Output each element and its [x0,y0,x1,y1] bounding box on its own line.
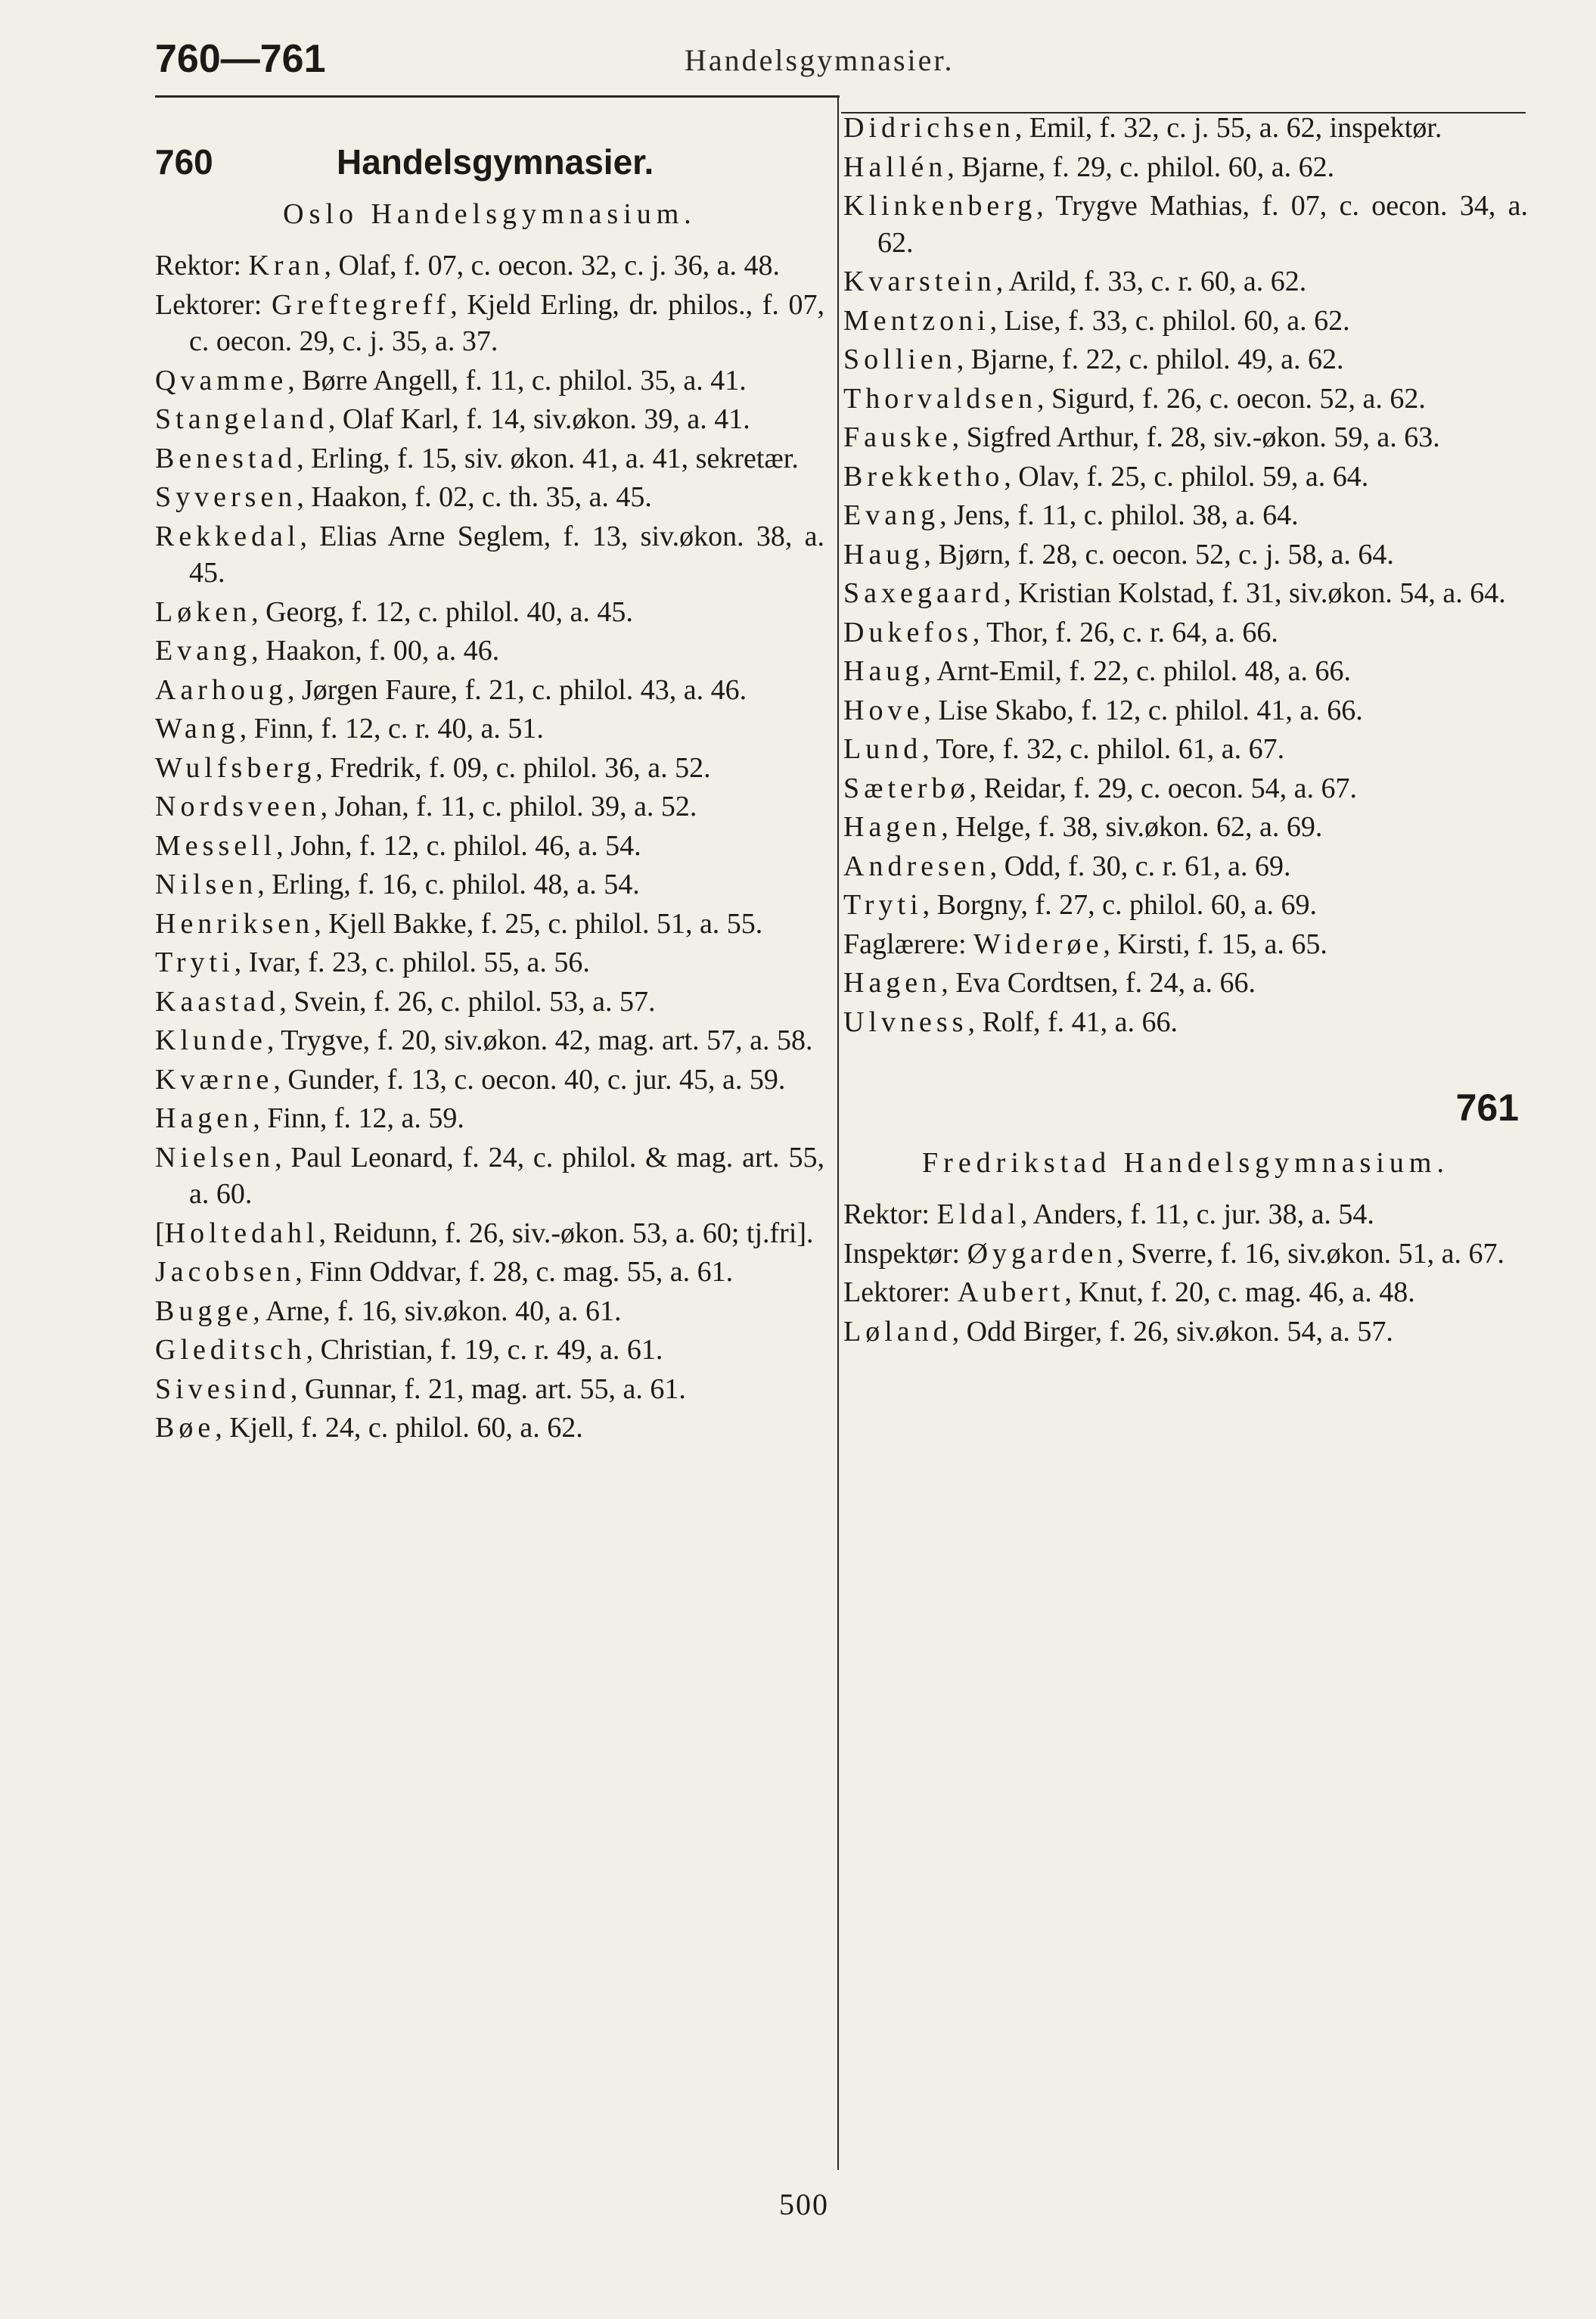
entry-surname: Hallén [843,151,948,183]
entry-details: , Knut, f. 20, c. mag. 46, a. 48. [1064,1276,1415,1308]
entry-surname: Bugge [155,1295,253,1327]
entry-details: , Bjarne, f. 29, c. philol. 60, a. 62. [947,151,1335,183]
staff-entry [155,750,824,787]
entry-details: , Haakon, f. 02, c. th. 35, a. 45. [297,481,652,513]
school-name: Oslo Handelsgymnasium. [283,198,697,230]
entry-details: , Arne, f. 16, siv.økon. 40, a. 61. [253,1295,622,1327]
entry-surname: Nielsen [155,1141,275,1173]
left-column [155,132,824,1449]
staff-entry [843,1236,1528,1273]
entry-surname: Fauske [843,421,952,453]
staff-entry [843,497,1528,534]
entry-details: , Lise Skabo, f. 12, c. philol. 41, a. 66. [924,694,1363,726]
entry-surname: Kaastad [155,985,280,1018]
entry-details: , Christian, f. 19, c. r. 49, a. 61. [306,1334,663,1366]
staff-entry [843,887,1528,924]
entry-surname: Dukefos [843,616,973,648]
entry-surname: Evang [843,499,940,531]
entry-details: , Kirsti, f. 15, a. 65. [1103,928,1327,960]
entry-surname: Widerøe [973,928,1104,960]
entry-details: , Paul Leonard, f. 24, c. philol. & mag. art. 55, a. 60. [189,1141,824,1210]
entry-surname: Haug [843,538,924,570]
entry-details: , Bjørn, f. 28, c. oecon. 52, c. j. 58, a. 64. [924,538,1394,570]
entry-details: , Trygve Mathias, f. 07, c. oecon. 34, a. 62. [877,190,1528,259]
staff-entry [843,809,1528,846]
staff-entry [155,1215,824,1252]
staff-entry [843,1004,1528,1041]
entry-details: , Sigfred Arthur, f. 28, siv.-økon. 59, a. 63. [952,421,1440,453]
staff-entry [155,788,824,825]
header-rule-left [155,95,840,98]
entry-surname: Jacobsen [155,1256,296,1288]
entry-surname: Brekketho [843,460,1004,493]
entry-surname: Klunde [155,1024,267,1056]
entry-surname: Tryti [843,889,923,921]
entry-details: , Helge, f. 38, siv.økon. 62, a. 69. [941,811,1323,843]
entry-details: , Eva Cordtsen, f. 24, a. 66. [941,967,1256,999]
entry-surname: Henriksen [155,907,315,940]
entry-surname: Øygarden [967,1237,1117,1270]
staff-entry [155,1254,824,1291]
entry-details: , Reidar, f. 29, c. oecon. 54, a. 67. [969,772,1357,804]
staff-entry [155,362,824,399]
staff-entry [155,944,824,981]
entry-surname: Løken [155,595,252,628]
entry-surname: Messell [155,829,277,862]
entry-surname: Aarhoug [155,673,287,706]
entry-details: , Finn, f. 12, c. r. 40, a. 51. [239,713,544,745]
staff-entry [155,1100,824,1137]
staff-entry [155,1371,824,1408]
entry-bracket: [ [155,1217,165,1249]
entry-surname: Thorvaldsen [843,382,1037,415]
entry-details: , Olav, f. 25, c. philol. 59, a. 64. [1004,460,1369,493]
entry-label: Faglærere: [843,928,974,960]
staff-entry [155,401,824,438]
entry-details: , Elias Arne Seglem, f. 13, siv.økon. 38, a. 45. [189,520,824,589]
entry-details: , Erling, f. 15, siv. økon. 41, a. 41, sekretær. [297,442,799,474]
entry-details: , Gunder, f. 13, c. oecon. 40, c. jur. 45, a. 59. [273,1063,786,1096]
entry-surname: Stangeland [155,403,328,435]
staff-entry [843,263,1528,300]
entry-details: , Haakon, f. 00, a. 46. [251,635,500,667]
staff-entry [843,965,1528,1002]
entry-details: , Trygve, f. 20, siv.økon. 42, mag. art. 57, a. 58. [266,1024,813,1056]
entry-details: , Arnt-Emil, f. 22, c. philol. 48, a. 66. [924,655,1351,687]
entry-surname: Sivesind [155,1372,290,1405]
entry-surname: Aubert [957,1276,1065,1308]
staff-entry [843,303,1528,340]
entry-details: , John, f. 12, c. philol. 46, a. 54. [276,829,641,862]
staff-entry [155,672,824,709]
entry-surname: Tryti [155,947,234,978]
entry-surname: Benestad [155,442,297,474]
staff-entry [155,1022,824,1059]
entry-surname: Hagen [155,1102,253,1134]
entry-details: , Finn Oddvar, f. 28, c. mag. 55, a. 61. [295,1256,734,1288]
staff-entry [843,1274,1528,1311]
entry-details: , Sverre, f. 16, siv.økon. 51, a. 67. [1116,1237,1504,1270]
entry-details: , Ivar, f. 23, c. philol. 55, a. 56. [234,947,590,978]
staff-entry [155,633,824,670]
entry-details: , Olaf Karl, f. 14, siv.økon. 39, a. 41. [328,403,750,435]
running-header [155,30,1532,91]
entry-details: , Lise, f. 33, c. philol. 60, a. 62. [989,304,1350,337]
staff-entry [155,866,824,903]
staff-entry [843,419,1528,456]
entry-surname: Hove [843,694,924,726]
entry-surname: Hagen [843,967,942,999]
entry-surname: Qvamme [155,364,288,396]
entry-surname: Ulvness [843,1006,968,1038]
staff-entry [155,1293,824,1330]
entry-details: , Anders, f. 11, c. jur. 38, a. 54. [1020,1198,1374,1230]
staff-entry [843,848,1528,885]
entry-label: Inspektør: [843,1237,967,1270]
entry-details: , Kjeld Erling, dr. philos., f. 07, c. oecon. 29, c. j. 35, a. 37. [189,288,824,357]
section-761-number: 761 [1455,1086,1519,1129]
entry-surname: Syversen [155,481,297,513]
entry-label: Lektorer: [155,288,272,321]
entry-details: , Svein, f. 26, c. philol. 53, a. 57. [279,985,656,1018]
entry-details: , Børre Angell, f. 11, c. philol. 35, a. 41. [287,364,747,396]
entry-surname: Saxegaard [843,577,1004,609]
entry-surname: Sæterbø [843,772,970,804]
entry-details: , Jørgen Faure, f. 21, c. philol. 43, a. 46. [287,673,747,706]
entry-surname: Lund [843,733,923,765]
entry-surname: Nilsen [155,869,258,900]
entry-surname: Andresen [843,850,990,882]
entry-surname: Løland [843,1315,952,1348]
school-name: Fredrikstad Handelsgymnasium. [922,1147,1449,1179]
staff-entry [155,247,824,284]
staff-entry [155,710,824,748]
entry-details: , Kjell, f. 24, c. philol. 60, a. 62. [215,1412,583,1444]
entry-surname: Holtedahl [164,1217,319,1249]
entry-surname: Kværne [155,1063,274,1096]
staff-list-left [155,247,824,1447]
entry-details: , Erling, f. 16, c. philol. 48, a. 54. [257,869,640,900]
entry-surname: Eldal [936,1198,1020,1230]
staff-entry [843,1196,1528,1233]
entry-label: Rektor: [155,250,249,281]
entry-details: , Odd, f. 30, c. r. 61, a. 69. [989,850,1291,882]
entry-details: , Kjell Bakke, f. 25, c. philol. 51, a. 55. [314,907,763,940]
staff-entry [843,188,1528,261]
entry-surname: Gleditsch [155,1334,306,1366]
staff-entry [843,341,1528,378]
staff-entry [843,926,1528,963]
page-range: 760—761 [155,37,326,81]
staff-entry [155,906,824,943]
right-column [843,110,1528,1352]
entry-surname: Nordsveen [155,791,321,822]
staff-entry [155,518,824,592]
entry-details: , Bjarne, f. 22, c. philol. 49, a. 62. [956,343,1344,375]
staff-entry [155,828,824,865]
staff-entry [843,731,1528,768]
staff-entry [843,614,1528,651]
entry-details: , Sigurd, f. 26, c. oecon. 52, a. 62. [1036,382,1426,415]
entry-details: , Olaf, f. 07, c. oecon. 32, c. j. 36, a. 48. [324,250,781,281]
staff-entry [843,770,1528,807]
entry-details: , Arild, f. 33, c. r. 60, a. 62. [995,266,1307,297]
entry-details: , Reidunn, f. 26, siv.-økon. 53, a. 60; tj.fri]. [318,1217,814,1249]
section-760-title: Handelsgymnasier. [337,142,654,182]
entry-details: , Thor, f. 26, c. r. 64, a. 66. [972,616,1278,648]
staff-entry [155,1139,824,1213]
staff-entry [155,1062,824,1099]
staff-entry [155,1332,824,1369]
entry-details: , Johan, f. 11, c. philol. 39, a. 52. [320,791,697,822]
entry-details: , Jens, f. 11, c. philol. 38, a. 64. [939,499,1299,531]
staff-entry [155,984,824,1021]
entry-surname: Klinkenberg [843,190,1037,222]
entry-label: Rektor: [843,1198,937,1230]
staff-entry [843,1313,1528,1351]
staff-entry [155,440,824,477]
entry-surname: Kvarstein [843,266,996,297]
entry-details: , Tore, f. 32, c. philol. 61, a. 67. [922,733,1285,765]
entry-surname: Didrichsen [843,112,1015,144]
staff-entry [843,653,1528,690]
entry-surname: Sollien [843,343,957,375]
section-760-heading [155,132,824,191]
staff-entry [155,594,824,631]
entry-surname: Rekkedal [155,520,300,552]
page-number: 500 [779,2187,829,2221]
staff-entry [843,692,1528,729]
staff-entry [155,479,824,516]
staff-entry [155,287,824,360]
entry-details: , Rolf, f. 41, a. 66. [967,1006,1178,1038]
staff-list-761 [843,1196,1528,1350]
entry-surname: Greftegreff [272,288,451,321]
entry-details: , Gunnar, f. 21, mag. art. 55, a. 61. [290,1372,686,1405]
entry-details: , Emil, f. 32, c. j. 55, a. 62, inspektør. [1014,112,1442,144]
staff-entry [843,110,1528,147]
entry-details: , Finn, f. 12, a. 59. [253,1102,464,1134]
column-divider [837,97,839,2170]
entry-surname: Wulfsberg [155,751,316,784]
section-760-number: 760 [155,142,213,182]
entry-surname: Haug [843,655,924,687]
staff-entry [843,149,1528,186]
entry-surname: Wang [155,713,240,745]
entry-surname: Kran [248,250,324,281]
staff-entry [843,575,1528,612]
entry-surname: Hagen [843,811,942,843]
entry-surname: Mentzoni [843,304,990,337]
entry-label: Lektorer: [843,1276,958,1308]
staff-entry [843,536,1528,574]
staff-entry [843,381,1528,418]
entry-details: , Georg, f. 12, c. philol. 40, a. 45. [251,595,633,628]
staff-list-right [843,110,1528,1040]
entry-surname: Bøe [155,1412,216,1444]
entry-details: , Fredrik, f. 09, c. philol. 36, a. 52. [315,751,711,784]
entry-details: , Borgny, f. 27, c. philol. 60, a. 69. [922,889,1318,921]
running-title: Handelsgymnasier. [685,43,955,77]
entry-details: , Kristian Kolstad, f. 31, siv.økon. 54, a. 64. [1004,577,1506,609]
entry-details: , Odd Birger, f. 26, siv.økon. 54, a. 57. [952,1315,1393,1348]
entry-surname: Evang [155,635,252,667]
staff-entry [843,459,1528,496]
staff-entry [155,1410,824,1447]
